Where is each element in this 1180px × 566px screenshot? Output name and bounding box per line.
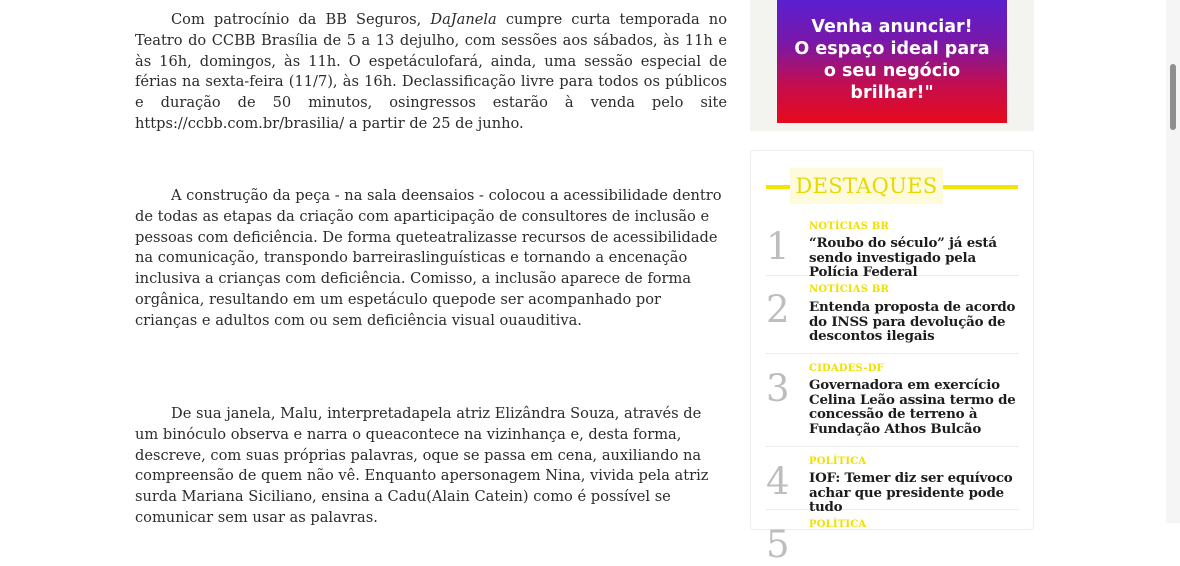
highlights-list <box>766 219 1019 566</box>
highlight-category[interactable]: POLÍTICA <box>809 519 867 530</box>
sidebar-ad-container <box>750 0 1034 131</box>
highlight-headline[interactable]: Entenda proposta de acordo do INSS para devolução de descontos ilegais <box>809 299 1016 345</box>
highlight-rank: 3 <box>766 367 790 410</box>
highlight-item-4[interactable] <box>766 447 1019 516</box>
highlight-item-3[interactable] <box>766 354 1019 447</box>
show-title: DaJanela <box>430 11 497 28</box>
ad-line-1: Venha anunciar! <box>811 17 973 37</box>
highlight-item-5[interactable] <box>766 510 1019 566</box>
highlight-category[interactable]: POLÍTICA <box>809 456 867 467</box>
article-paragraph-1 <box>135 10 727 135</box>
ad-line-3: o seu negócio <box>823 61 961 81</box>
advertise-banner[interactable] <box>777 0 1007 123</box>
highlights-header <box>766 168 1019 204</box>
header-rule-right <box>943 185 1018 189</box>
paragraph-text: De sua janela, Malu, interpretadapela atriz Elizândra Souza, através de um binóculo observa e narra o queacontece na vizinhança e, desta forma, descreve, com suas próprias palavras, oque se passa em cena, auxiliando na compreensão de quem não vê. Enquanto apersonagem Nina, vivida pela atriz surda Mariana Siciliano, ensina a Cadu(Alain Catein) como é possível se comunicar sem usar as palavras. <box>135 405 709 526</box>
highlight-rank: 4 <box>766 460 790 503</box>
page-scrollbar[interactable] <box>1166 0 1180 523</box>
scrollbar-thumb[interactable] <box>1170 64 1176 130</box>
highlight-headline[interactable]: Governadora em exercício Celina Leão assina termo de concessão de terreno à Fundação Athos Bulcão <box>809 377 1016 437</box>
highlight-headline[interactable]: “Roubo do século” já está sendo investigado pela Polícia Federal <box>809 235 997 281</box>
paragraph-text: A construção da peça - na sala deensaios - colocou a acessibilidade dentro de todas as etapas da criação com aparticipação de consultores de inclusão e pessoas com deficiência. De forma queteatralizasse recursos de acessibilidade na comunicação, transpondo barreiraslinguísticas e tornando a encenação inclusiva a crianças com deficiência. Comisso, a inclusão aparece de forma orgânica, resultando em um espetáculo quepode ser acompanhado por crianças e adultos com ou sem deficiência visual ouauditiva. <box>135 187 722 329</box>
highlight-rank: 5 <box>766 523 790 566</box>
highlight-item-1[interactable] <box>766 219 1019 281</box>
article-paragraph-2 <box>135 186 727 332</box>
highlight-category[interactable]: NOTÍCIAS BR <box>809 221 890 232</box>
highlight-item-2[interactable] <box>766 276 1019 354</box>
highlight-rank: 1 <box>766 225 790 268</box>
highlight-category[interactable]: NOTÍCIAS BR <box>809 284 890 295</box>
article-paragraph-3 <box>135 404 727 529</box>
ad-line-4: brilhar!" <box>850 83 934 103</box>
highlights-widget <box>750 150 1034 566</box>
header-rule-left <box>766 185 790 189</box>
ad-line-2: O espaço ideal para <box>794 39 990 59</box>
highlights-title: DESTAQUES <box>790 168 943 204</box>
highlight-headline[interactable]: IOF: Temer diz ser equívoco achar que presidente pode tudo <box>809 470 1013 516</box>
highlight-category[interactable]: CIDADES-DF <box>809 363 884 374</box>
paragraph-text: Com patrocínio da BB Seguros, <box>171 11 431 28</box>
paragraph-text: cumpre curta temporada no Teatro do CCBB Brasília de 5 a 13 dejulho, com sessões aos sábados, às 11h e às 16h, domingos, às 11h. O espetáculofará, ainda, uma sessão especial de férias na sexta-feira (11/7), às 16h. Declassificação livre para todos os públicos e duração de 50 minutos, osingressos estarão à venda pelo site https://ccbb.com.br/brasilia/ a partir de 25 de junho. <box>135 11 727 132</box>
highlight-rank: 2 <box>766 288 790 331</box>
